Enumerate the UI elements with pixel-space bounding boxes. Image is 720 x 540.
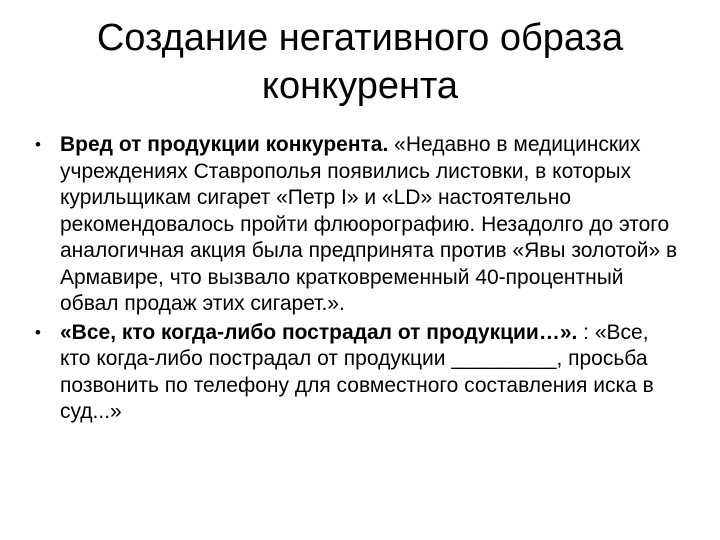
slide-title [40, 14, 680, 110]
bullet-marker: • [35, 135, 41, 154]
bullet-lead: «Все, кто когда-либо пострадал от продукции…». [60, 320, 578, 344]
slide-body [30, 132, 682, 428]
bullet-text: «Недавно в медицинских учреждениях Ставрополья появились листовки, в которых курильщикам сигарет «Петр I» и «LD» настоятельно рекомендовалось пройти флюорографию. Незадолго до этого аналогичная акция была предпринята против «Явы золотой» в Армавире, что вызвало кратковременный 40-процентный обвал продаж этих сигарет.». [60, 133, 678, 315]
bullet-item-2 [30, 320, 682, 426]
bullet-marker: • [35, 322, 41, 342]
title-line-2: конкурента [261, 65, 459, 107]
bullet-lead: Вред от продукции конкурента. [60, 133, 389, 156]
bullet-item-1 [30, 132, 682, 318]
title-line-1: Создание негативного образа [96, 17, 624, 59]
bullet-text: : «Все, кто когда-либо пострадал от продукции _________, просьба позвонить по телефону для совместного составления иска в суд...» [60, 320, 654, 423]
